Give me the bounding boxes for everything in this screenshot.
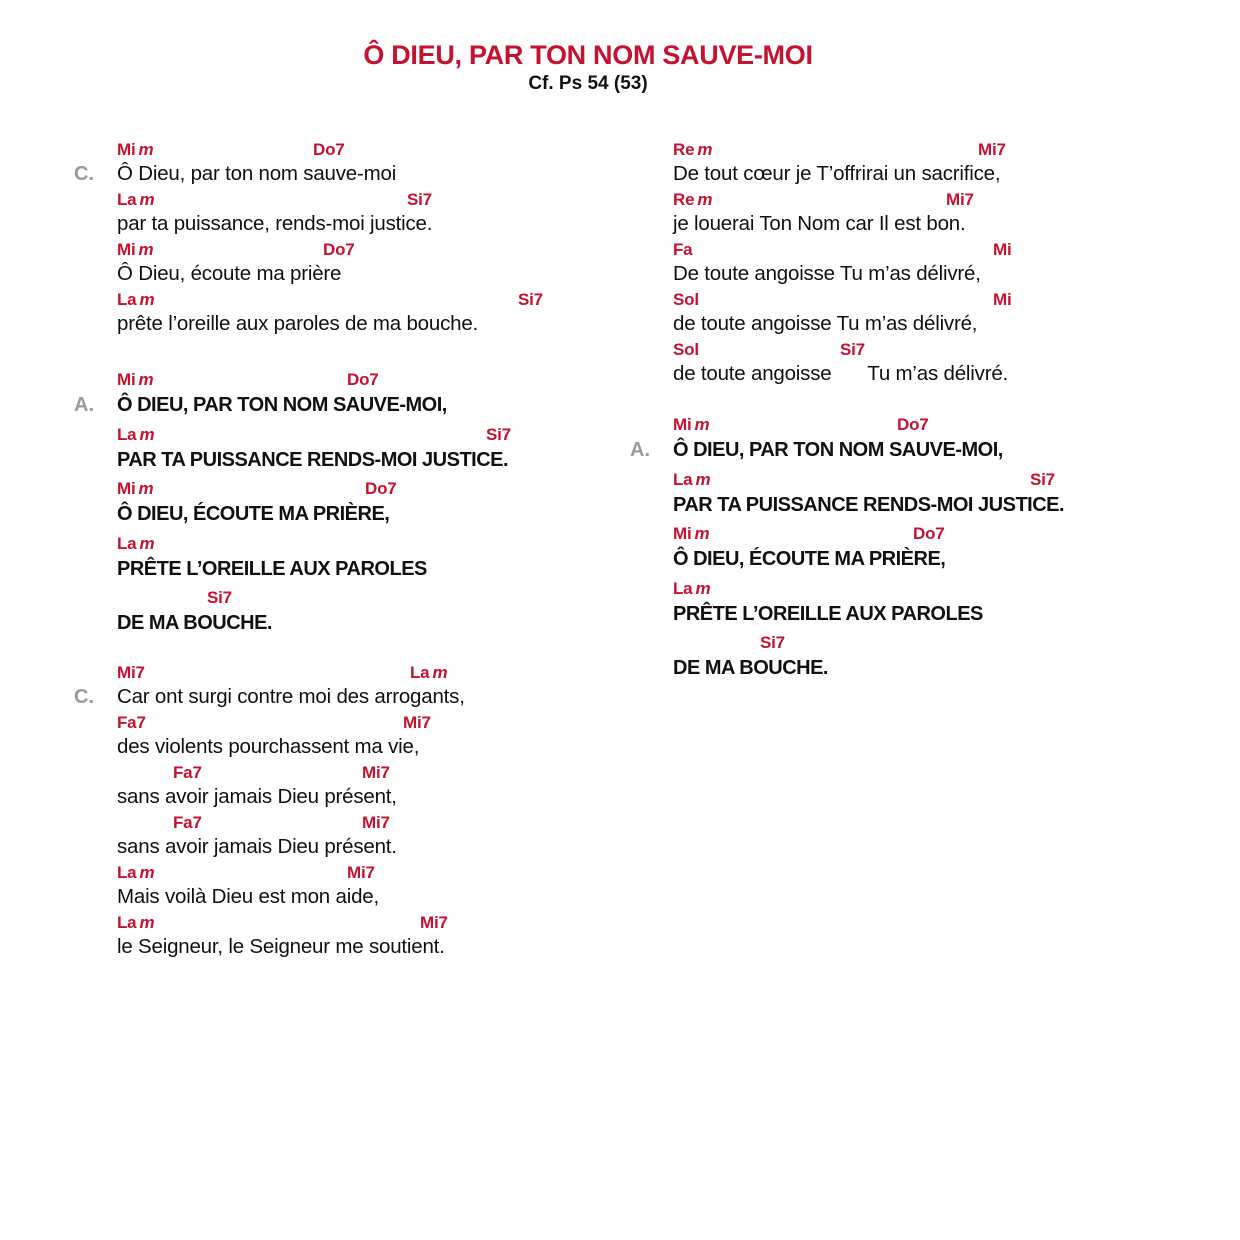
chord-root: Mi7 xyxy=(946,190,974,209)
chord-row xyxy=(673,573,1233,601)
chord-row xyxy=(117,909,677,935)
chord-minor-suffix: m xyxy=(139,533,155,553)
chord xyxy=(365,479,397,499)
chord xyxy=(347,370,379,390)
lyric-chord-line xyxy=(673,286,1233,336)
chord-root: La xyxy=(673,578,693,598)
chord-root: Mi7 xyxy=(978,140,1006,159)
chord-root: Si7 xyxy=(840,340,865,359)
chord xyxy=(993,290,1011,310)
chord-root: Mi xyxy=(673,524,692,543)
chord-root: Sol xyxy=(673,290,699,309)
chord-row xyxy=(673,286,1233,312)
chord-root: Fa7 xyxy=(173,763,202,782)
chord-row xyxy=(117,364,677,392)
section-couplet-2 xyxy=(74,659,677,959)
chord-row xyxy=(673,627,1233,655)
chord xyxy=(117,479,153,499)
lyric-chord-line xyxy=(117,582,677,637)
lyric-chord-line xyxy=(673,236,1233,286)
lyric-text: des violents pourchassent ma vie, xyxy=(117,735,420,758)
lyric-text: prête l’oreille aux paroles de ma bouche. xyxy=(117,312,479,335)
chord-row xyxy=(117,709,677,735)
chord xyxy=(673,340,699,360)
chord-row xyxy=(117,236,677,262)
song-subtitle: Cf. Ps 54 (53) xyxy=(528,73,648,94)
chord-root: Mi7 xyxy=(362,813,390,832)
chord-row xyxy=(673,236,1233,262)
chord xyxy=(946,190,974,210)
chord xyxy=(673,190,712,210)
chord xyxy=(673,524,709,544)
chord-row xyxy=(117,186,677,212)
lyric-chord-line xyxy=(117,659,677,709)
chord xyxy=(518,290,543,310)
chord xyxy=(1030,470,1055,490)
section-label: A. xyxy=(74,394,94,416)
lyric-chord-line xyxy=(673,573,1233,628)
chord xyxy=(407,190,432,210)
chord xyxy=(207,588,232,608)
lyric-chord-line xyxy=(673,186,1233,236)
chord-row xyxy=(673,136,1233,162)
chord-minor-suffix: m xyxy=(695,469,711,489)
header xyxy=(0,40,1176,94)
chord-root: Sol xyxy=(673,340,699,359)
chord xyxy=(993,240,1011,260)
chord xyxy=(673,415,709,435)
chord-root: Si7 xyxy=(407,190,432,209)
lyric-chord-line xyxy=(117,419,677,474)
chord xyxy=(913,524,945,544)
lyric-text: sans avoir jamais Dieu présent. xyxy=(117,835,397,858)
lyric-chord-line xyxy=(673,627,1233,682)
chord xyxy=(410,663,447,683)
chord-row xyxy=(117,809,677,835)
chord-minor-suffix: m xyxy=(138,370,154,389)
section-couplet-1-suite xyxy=(673,136,1233,386)
lyric-text: Ô DIEU, ÉCOUTE MA PRIÈRE, xyxy=(117,503,390,525)
chord-root: Mi xyxy=(673,415,692,434)
lyric-chord-line xyxy=(673,464,1233,519)
lyric-text: sans avoir jamais Dieu présent, xyxy=(117,785,397,808)
chord-minor-suffix: m xyxy=(138,140,154,159)
chord-root: Fa xyxy=(673,240,693,259)
section-label: C. xyxy=(74,686,94,708)
chord-row xyxy=(117,659,677,685)
chord-root: Mi xyxy=(117,140,136,159)
chord xyxy=(117,713,146,733)
section-label: A. xyxy=(630,439,650,461)
chord-minor-suffix: m xyxy=(697,190,713,209)
chord-minor-suffix: m xyxy=(432,663,448,682)
lyric-text: De tout cœur je T’offrirai un sacrifice, xyxy=(673,162,1001,185)
lyric-chord-line xyxy=(117,528,677,583)
chord-root: Si7 xyxy=(760,633,785,652)
chord-root: Re xyxy=(673,140,695,159)
chord-root: Si7 xyxy=(486,424,511,444)
chord xyxy=(117,913,154,933)
chord-root: Si7 xyxy=(207,588,232,607)
chord-minor-suffix: m xyxy=(139,863,155,882)
lyric-chord-line xyxy=(117,136,677,186)
chord xyxy=(117,534,154,554)
chord xyxy=(117,663,145,683)
chord-minor-suffix: m xyxy=(138,479,154,498)
chord xyxy=(673,470,710,490)
lyric-chord-line xyxy=(117,709,677,759)
lyric-text: Ô DIEU, PAR TON NOM SAUVE-MOI, xyxy=(117,394,447,416)
chord-root: Mi xyxy=(993,240,1012,259)
lyric-text: Ô Dieu, écoute ma prière xyxy=(117,262,342,285)
chord-row xyxy=(117,859,677,885)
chord-root: Mi7 xyxy=(403,713,431,732)
chord xyxy=(760,633,785,653)
lyric-text: DE MA BOUCHE. xyxy=(673,657,828,679)
chord-row xyxy=(673,186,1233,212)
chord-minor-suffix: m xyxy=(139,913,155,932)
chord-root: Mi7 xyxy=(347,863,375,882)
lyric-chord-line xyxy=(117,286,677,336)
chord-root: Mi7 xyxy=(117,663,145,682)
chord-minor-suffix: m xyxy=(138,240,154,259)
chord-minor-suffix: m xyxy=(139,424,155,444)
chord-row xyxy=(117,473,677,501)
chord-row xyxy=(673,518,1233,546)
chord xyxy=(323,240,355,260)
song-title: Ô DIEU, PAR TON NOM SAUVE-MOI xyxy=(363,40,813,70)
chord xyxy=(117,290,154,310)
lyric-chord-line xyxy=(117,473,677,528)
chord xyxy=(313,140,345,160)
chord xyxy=(673,240,692,260)
lyric-chord-line xyxy=(117,909,677,959)
lyric-chord-line xyxy=(673,409,1233,464)
section-couplet-1 xyxy=(74,136,677,336)
chord xyxy=(420,913,448,933)
lyric-text: PRÊTE L’OREILLE AUX PAROLES xyxy=(673,602,983,625)
chord-root: Do7 xyxy=(313,140,345,159)
chord-minor-suffix: m xyxy=(697,140,713,159)
lyric-text: PAR TA PUISSANCE RENDS-MOI JUSTICE. xyxy=(673,493,1065,516)
chord xyxy=(403,713,431,733)
chord xyxy=(673,579,710,599)
section-refrain-right xyxy=(630,409,1233,682)
chord xyxy=(117,190,154,210)
chord-root: La xyxy=(117,863,137,882)
chord xyxy=(117,240,153,260)
lyric-text: par ta puissance, rends-moi justice. xyxy=(117,212,433,235)
chord-root: Re xyxy=(673,190,695,209)
lyric-chord-line xyxy=(117,759,677,809)
lyric-text: Mais voilà Dieu est mon aide, xyxy=(117,885,379,908)
chord-root: Mi xyxy=(117,240,136,259)
chord-row xyxy=(117,419,677,447)
chord-root: Do7 xyxy=(897,415,929,434)
chord-root: Si7 xyxy=(518,290,543,309)
lyric-text: PRÊTE L’OREILLE AUX PAROLES xyxy=(117,557,427,580)
chord xyxy=(486,425,511,445)
chord-minor-suffix: m xyxy=(694,524,710,543)
lyric-text: De toute angoisse Tu m’as délivré, xyxy=(673,262,981,285)
chord-root: Do7 xyxy=(913,524,945,543)
lyric-chord-line xyxy=(117,186,677,236)
chord-root: La xyxy=(117,533,137,553)
chord-root: Do7 xyxy=(347,370,379,389)
chord xyxy=(173,813,202,833)
chord-root: Fa7 xyxy=(117,713,146,732)
lyric-text: PAR TA PUISSANCE RENDS-MOI JUSTICE. xyxy=(117,448,509,471)
chord xyxy=(117,863,154,883)
lyric-text: DE MA BOUCHE. xyxy=(117,612,272,634)
chord xyxy=(117,370,153,390)
section-refrain-left xyxy=(74,364,677,637)
lyric-text: Ô DIEU, PAR TON NOM SAUVE-MOI, xyxy=(673,439,1003,461)
chord xyxy=(362,813,390,833)
chord xyxy=(362,763,390,783)
chord-row xyxy=(117,528,677,556)
chord-root: La xyxy=(673,469,693,489)
lyric-text: de toute angoisse Tu m’as délivré, xyxy=(673,312,978,335)
chord xyxy=(673,140,712,160)
chord-root: Mi7 xyxy=(420,913,448,932)
lyric-chord-line xyxy=(673,518,1233,573)
lyric-text: le Seigneur, le Seigneur me soutient. xyxy=(117,935,445,958)
chord-root: Do7 xyxy=(365,479,397,498)
lyric-text: de toute angoisse Tu m’as délivré. xyxy=(673,362,1009,385)
chord xyxy=(173,763,202,783)
lyric-chord-line xyxy=(117,809,677,859)
chord-minor-suffix: m xyxy=(139,190,155,209)
chord-root: Mi7 xyxy=(362,763,390,782)
chord xyxy=(978,140,1006,160)
lyric-chord-line xyxy=(117,364,677,419)
chord-root: Do7 xyxy=(323,240,355,259)
chord xyxy=(347,863,375,883)
chord-root: La xyxy=(117,913,137,932)
lyric-chord-line xyxy=(117,859,677,909)
lyric-text: Car ont surgi contre moi des arrogants, xyxy=(117,685,465,708)
chord xyxy=(840,340,865,360)
chord xyxy=(673,290,699,310)
chord xyxy=(897,415,929,435)
chord-root: Mi xyxy=(993,290,1012,309)
chord-minor-suffix: m xyxy=(694,415,710,434)
chord-row xyxy=(673,409,1233,437)
lyric-chord-line xyxy=(673,336,1233,386)
lyric-chord-line xyxy=(117,236,677,286)
lyric-text: je louerai Ton Nom car Il est bon. xyxy=(673,212,966,235)
chord-root: La xyxy=(117,290,137,309)
lyric-text: Ô Dieu, par ton nom sauve-moi xyxy=(117,162,397,185)
chord-row xyxy=(673,336,1233,362)
lyric-chord-line xyxy=(673,136,1233,186)
chord-row xyxy=(117,136,677,162)
chord-row xyxy=(117,582,677,610)
section-label: C. xyxy=(74,163,94,185)
chord-row xyxy=(117,286,677,312)
chord-root: Mi xyxy=(117,370,136,389)
chord-root: La xyxy=(117,190,137,209)
lyric-text: Ô DIEU, ÉCOUTE MA PRIÈRE, xyxy=(673,548,946,570)
chord-root: Fa7 xyxy=(173,813,202,832)
chord-root: La xyxy=(410,663,430,682)
chord-minor-suffix: m xyxy=(695,578,711,598)
chord-root: Mi xyxy=(117,479,136,498)
chord xyxy=(117,140,153,160)
chord-minor-suffix: m xyxy=(139,290,155,309)
chord-row xyxy=(673,464,1233,492)
chord-root: La xyxy=(117,424,137,444)
chord xyxy=(117,425,154,445)
chord-root: Si7 xyxy=(1030,469,1055,489)
chord-row xyxy=(117,759,677,785)
